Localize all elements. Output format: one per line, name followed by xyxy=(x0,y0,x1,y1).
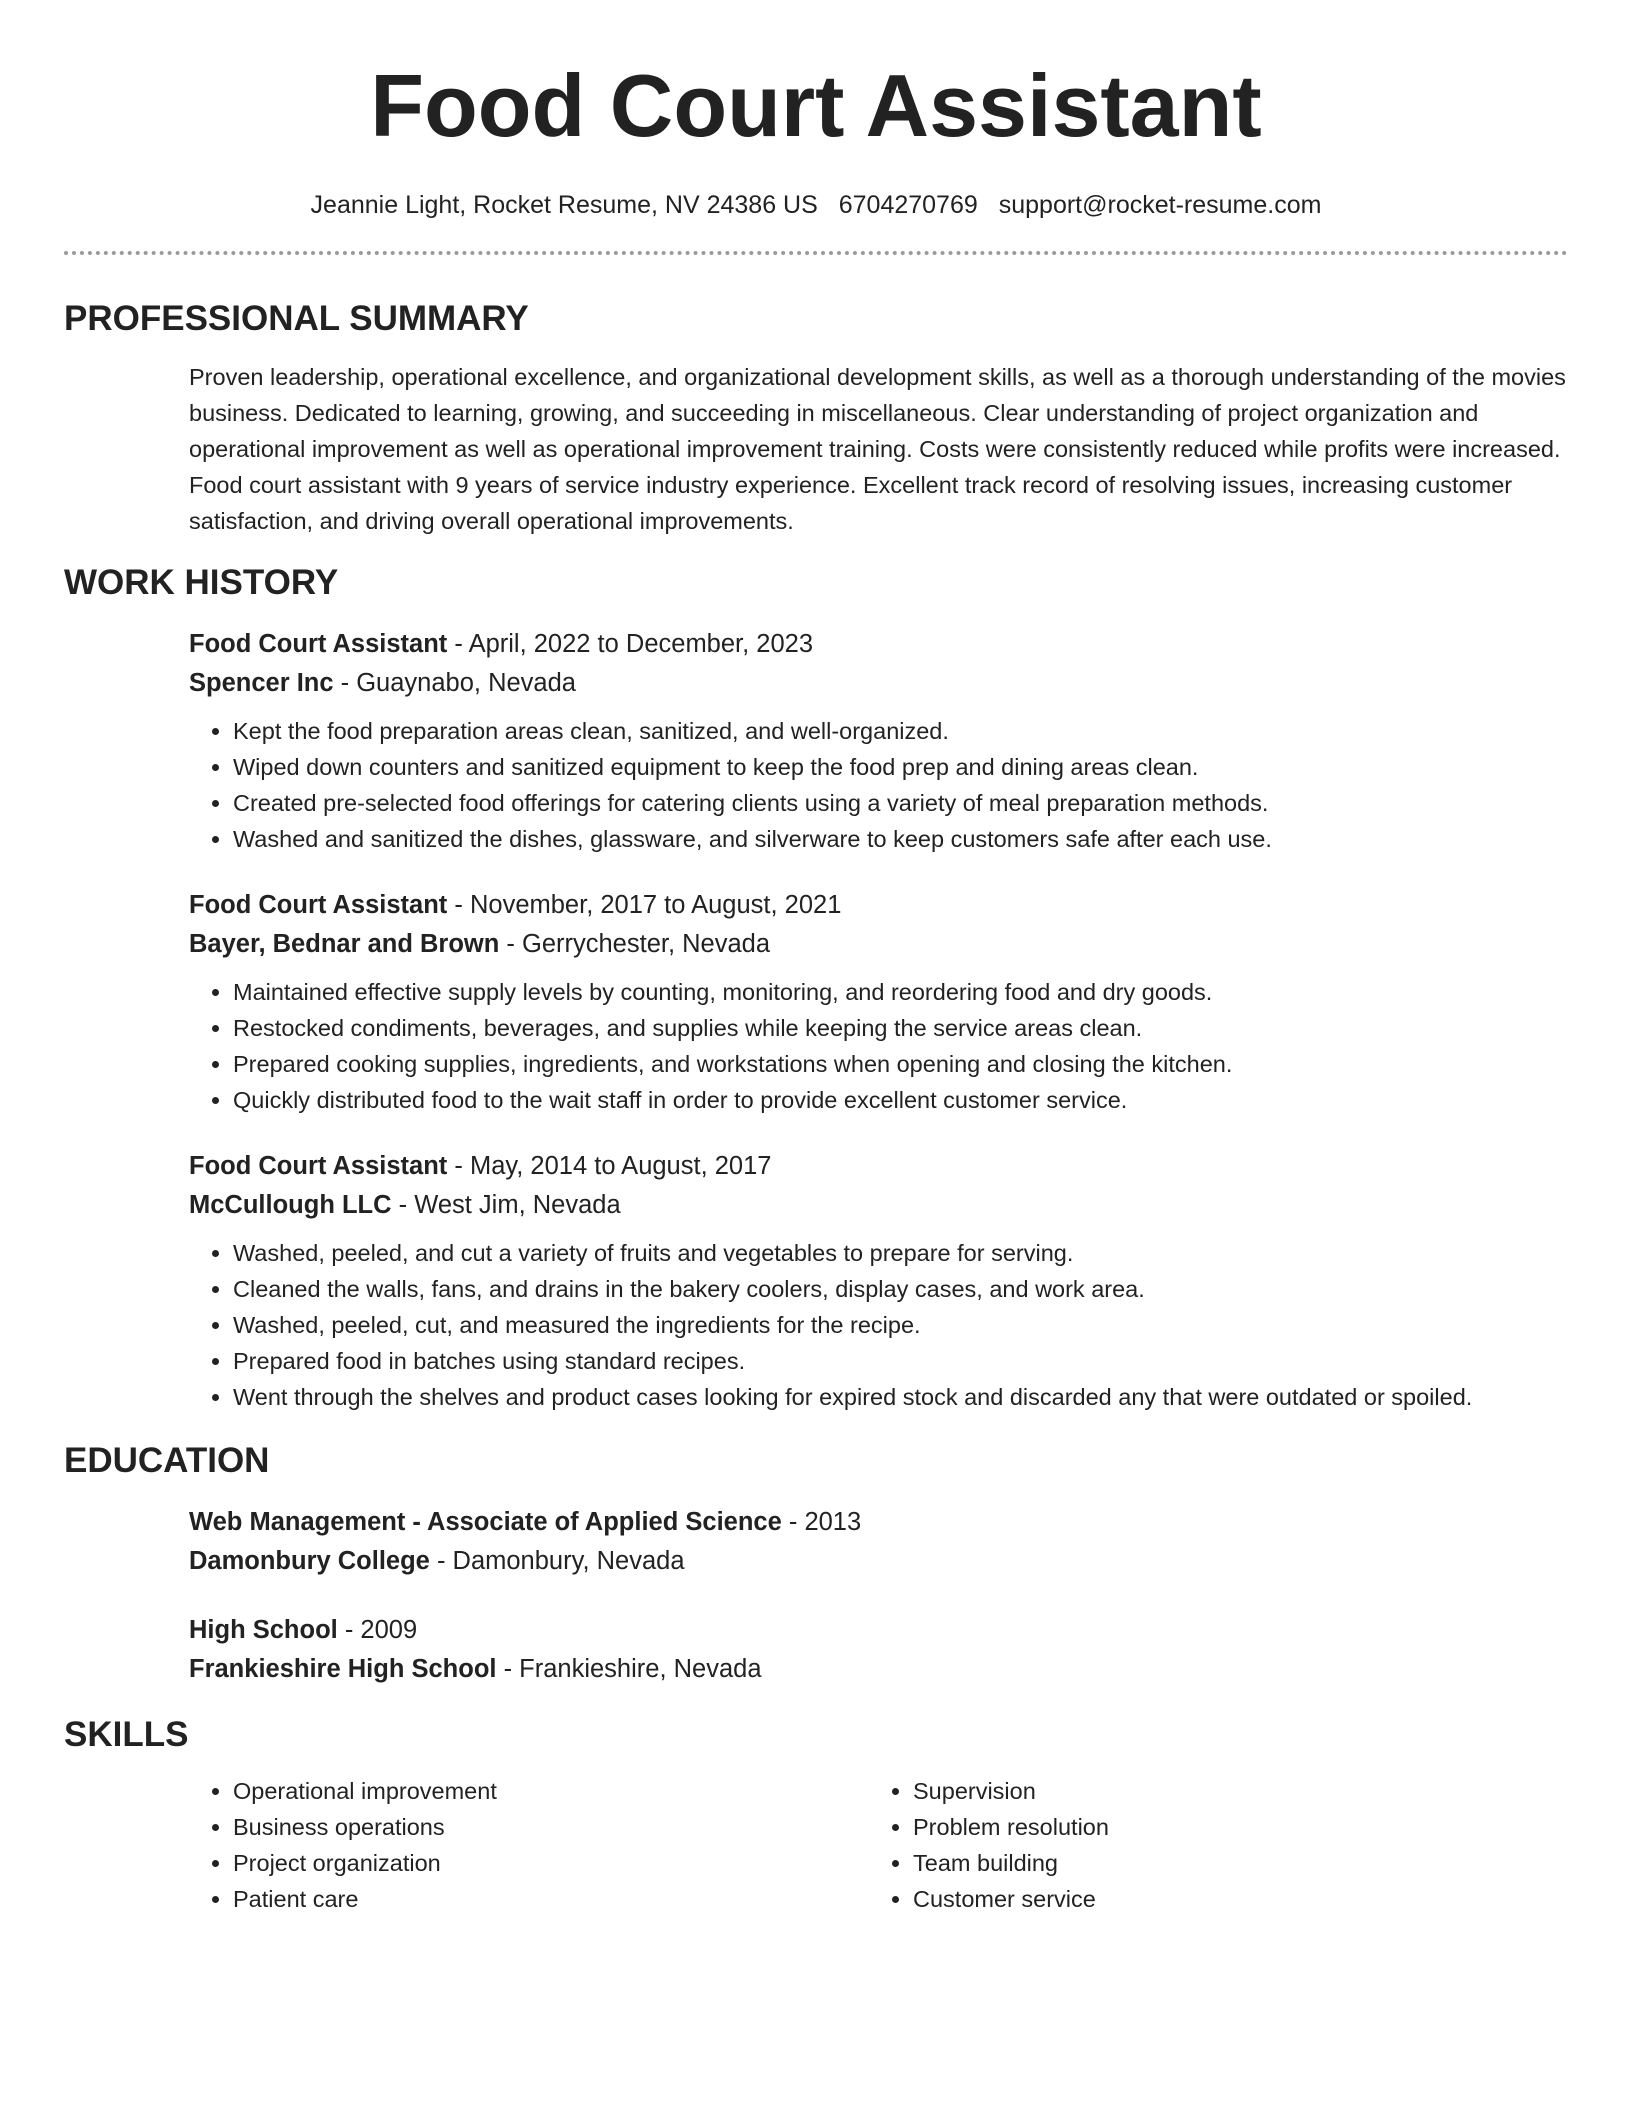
resume-page xyxy=(64,0,1568,1917)
job-location: - Gerrychester, Nevada xyxy=(499,930,771,958)
skills-left-column xyxy=(189,1773,869,1917)
skill-item: • Business operations xyxy=(233,1809,869,1845)
job-bullet: • Went through the shelves and product cases looking for expired stock and discarded any that were outdated or spoiled. xyxy=(233,1379,1568,1415)
job-title-line xyxy=(189,886,1568,925)
work-history-heading: WORK HISTORY xyxy=(64,563,339,602)
job-bullet: • Maintained effective supply levels by counting, monitoring, and reordering food and dry goods. xyxy=(233,974,1568,1010)
skill-item: • Project organization xyxy=(233,1845,869,1881)
job-company-line xyxy=(189,1186,1568,1225)
skills-heading: SKILLS xyxy=(64,1715,189,1754)
skills-columns xyxy=(189,1773,1568,1917)
job-bullet: • Prepared food in batches using standard recipes. xyxy=(233,1343,1568,1379)
skill-item: • Operational improvement xyxy=(233,1773,869,1809)
education-degree: Web Management - Associate of Applied Science xyxy=(189,1508,782,1536)
skill-item: • Team building xyxy=(913,1845,1549,1881)
header-divider xyxy=(64,251,1568,255)
job-bullets xyxy=(189,713,1568,857)
job-bullet: • Restocked condiments, beverages, and supplies while keeping the service areas clean. xyxy=(233,1010,1568,1046)
job-entry xyxy=(189,625,1568,857)
contact-line xyxy=(64,190,1568,220)
job-entry xyxy=(189,1147,1568,1415)
education-entry xyxy=(189,1611,1568,1689)
education-school-line xyxy=(189,1542,1568,1581)
contact-address: Jeannie Light, Rocket Resume, NV 24386 US xyxy=(310,191,818,219)
job-bullet: • Cleaned the walls, fans, and drains in the bakery coolers, display cases, and work area. xyxy=(233,1271,1568,1307)
job-role: Food Court Assistant xyxy=(189,1152,448,1180)
education-heading: EDUCATION xyxy=(64,1441,270,1480)
job-location: - West Jim, Nevada xyxy=(391,1191,621,1219)
job-title-line xyxy=(189,1147,1568,1186)
skill-item: • Problem resolution xyxy=(913,1809,1549,1845)
education-school: Damonbury College xyxy=(189,1547,430,1575)
job-company-line xyxy=(189,664,1568,703)
skill-item: • Supervision xyxy=(913,1773,1549,1809)
job-dates: - November, 2017 to August, 2021 xyxy=(447,891,842,919)
skills-section xyxy=(64,1715,1568,1917)
job-title-line xyxy=(189,625,1568,664)
job-role: Food Court Assistant xyxy=(189,630,448,658)
skills-right-column xyxy=(869,1773,1549,1917)
job-dates: - May, 2014 to August, 2017 xyxy=(447,1152,772,1180)
education-school: Frankieshire High School xyxy=(189,1655,497,1683)
job-bullet: • Kept the food preparation areas clean, sanitized, and well-organized. xyxy=(233,713,1568,749)
job-bullet: • Quickly distributed food to the wait staff in order to provide excellent customer service. xyxy=(233,1082,1568,1118)
education-degree-line xyxy=(189,1611,1568,1650)
education-year: - 2009 xyxy=(337,1616,418,1644)
summary-heading: PROFESSIONAL SUMMARY xyxy=(64,299,529,338)
job-company: McCullough LLC xyxy=(189,1191,392,1219)
education-school-line xyxy=(189,1650,1568,1689)
resume-title: Food Court Assistant xyxy=(370,56,1262,155)
job-bullet: • Washed, peeled, and cut a variety of fruits and vegetables to prepare for serving. xyxy=(233,1235,1568,1271)
summary-text: Proven leadership, operational excellence, and organizational development skills, as well as a thorough understanding of the movies business. Dedicated to learning, growing, and succeeding in miscellaneous. Clear understanding of project organization and operational improvement as well as operational improvement training. Costs were consistently reduced while profits were increased. Food court assistant with 9 years of service industry experience. Excellent track record of resolving issues, increasing customer satisfaction, and driving overall operational improvements. xyxy=(189,364,1566,534)
job-bullets xyxy=(189,974,1568,1118)
contact-email[interactable]: support@rocket-resume.com xyxy=(998,191,1322,219)
education-section xyxy=(64,1441,1568,1689)
education-location: - Damonbury, Nevada xyxy=(429,1547,685,1575)
education-degree-line xyxy=(189,1503,1568,1542)
summary-section xyxy=(64,299,1568,539)
job-role: Food Court Assistant xyxy=(189,891,448,919)
job-bullet: • Wiped down counters and sanitized equipment to keep the food prep and dining areas clean. xyxy=(233,749,1568,785)
job-bullet: • Washed, peeled, cut, and measured the ingredients for the recipe. xyxy=(233,1307,1568,1343)
education-location: - Frankieshire, Nevada xyxy=(496,1655,762,1683)
job-dates: - April, 2022 to December, 2023 xyxy=(447,630,814,658)
job-company: Bayer, Bednar and Brown xyxy=(189,930,500,958)
job-bullets xyxy=(189,1235,1568,1415)
work-history-section xyxy=(64,563,1568,1415)
contact-phone: 6704270769 xyxy=(838,191,978,219)
job-bullet: • Created pre-selected food offerings for catering clients using a variety of meal preparation methods. xyxy=(233,785,1568,821)
job-entry xyxy=(189,886,1568,1118)
education-degree: High School xyxy=(189,1616,338,1644)
job-company: Spencer Inc xyxy=(189,669,334,697)
education-year: - 2013 xyxy=(781,1508,862,1536)
job-bullet: • Washed and sanitized the dishes, glassware, and silverware to keep customers safe after each use. xyxy=(233,821,1568,857)
job-location: - Guaynabo, Nevada xyxy=(333,669,576,697)
job-company-line xyxy=(189,925,1568,964)
education-entry xyxy=(189,1503,1568,1581)
job-bullet: • Prepared cooking supplies, ingredients, and workstations when opening and closing the kitchen. xyxy=(233,1046,1568,1082)
skill-item: • Patient care xyxy=(233,1881,869,1917)
skill-item: • Customer service xyxy=(913,1881,1549,1917)
